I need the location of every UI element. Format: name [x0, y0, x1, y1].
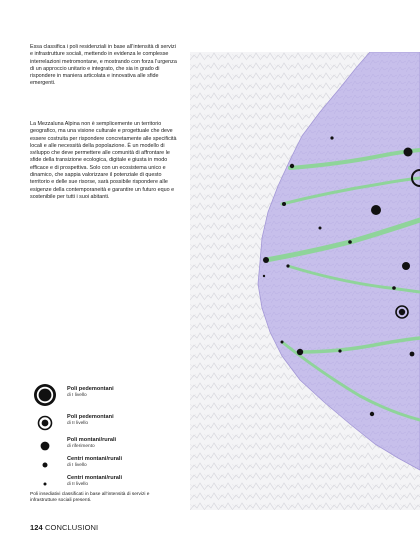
map-svg: [190, 52, 420, 510]
page-number: 124: [30, 523, 43, 532]
intro-paragraph: Essa classifica i poli residenziali in base all’intensità di servizi e infrastrutture sociali, mettendo in evidenza le complesse interrelazioni metromontane, e mostrando con forza l’urgenza di un approccio unitario e integrato, che sia in grado di rispondere in maniera articolata e innovativa alle sfide emergenti.: [30, 44, 177, 87]
legend-title: Centri montani/rurali: [67, 475, 123, 481]
legend-title: Poli montani/rurali: [67, 437, 117, 443]
page-folio: [30, 523, 98, 532]
legend-subtitle: di II livello: [67, 421, 89, 426]
legend-item: [30, 383, 180, 407]
section-name: CONCLUSIONI: [45, 523, 99, 532]
legend-item: [30, 411, 180, 435]
legend-subtitle: di II livello: [67, 482, 89, 487]
legend-subtitle: di I livello: [67, 393, 87, 398]
legend-title: Poli pedemontani: [67, 414, 114, 420]
territory-map: [190, 52, 420, 510]
legend-title: Centri montani/rurali: [67, 456, 123, 462]
ring-dot-medium-icon: [30, 411, 60, 435]
legend-subtitle: di I livello: [67, 463, 87, 468]
double-ring-large-icon: [30, 383, 60, 407]
legend-subtitle: di riferimento: [67, 444, 95, 449]
body-paragraph: La Mezzaluna Alpina non è semplicemente un territorio geografico, ma una visione culturale e progettuale che deve essere costruita per rispondere concretamente alle specificità locali e alle necessità della popolazione. È un modello di sviluppo che deve permettere alle comunità di affrontare le sfide della transizione ecologica, digitale e giusta in modo efficace e di prospettiva. Solo con un ecosistema unico e dinamico, che sappia valorizzare il potenziale di questo territorio e delle sue risorse, sarà possibile rispondere alle esigenze della contemporaneità e garantire un futuro equo e sostenibile per tutti i suoi abitanti.: [30, 121, 177, 200]
legend-note: Poli insediativi classificati in base all’intensità di servizi e infrastrutture sociali presenti.: [30, 492, 150, 504]
legend-title: Poli pedemontani: [67, 386, 114, 392]
